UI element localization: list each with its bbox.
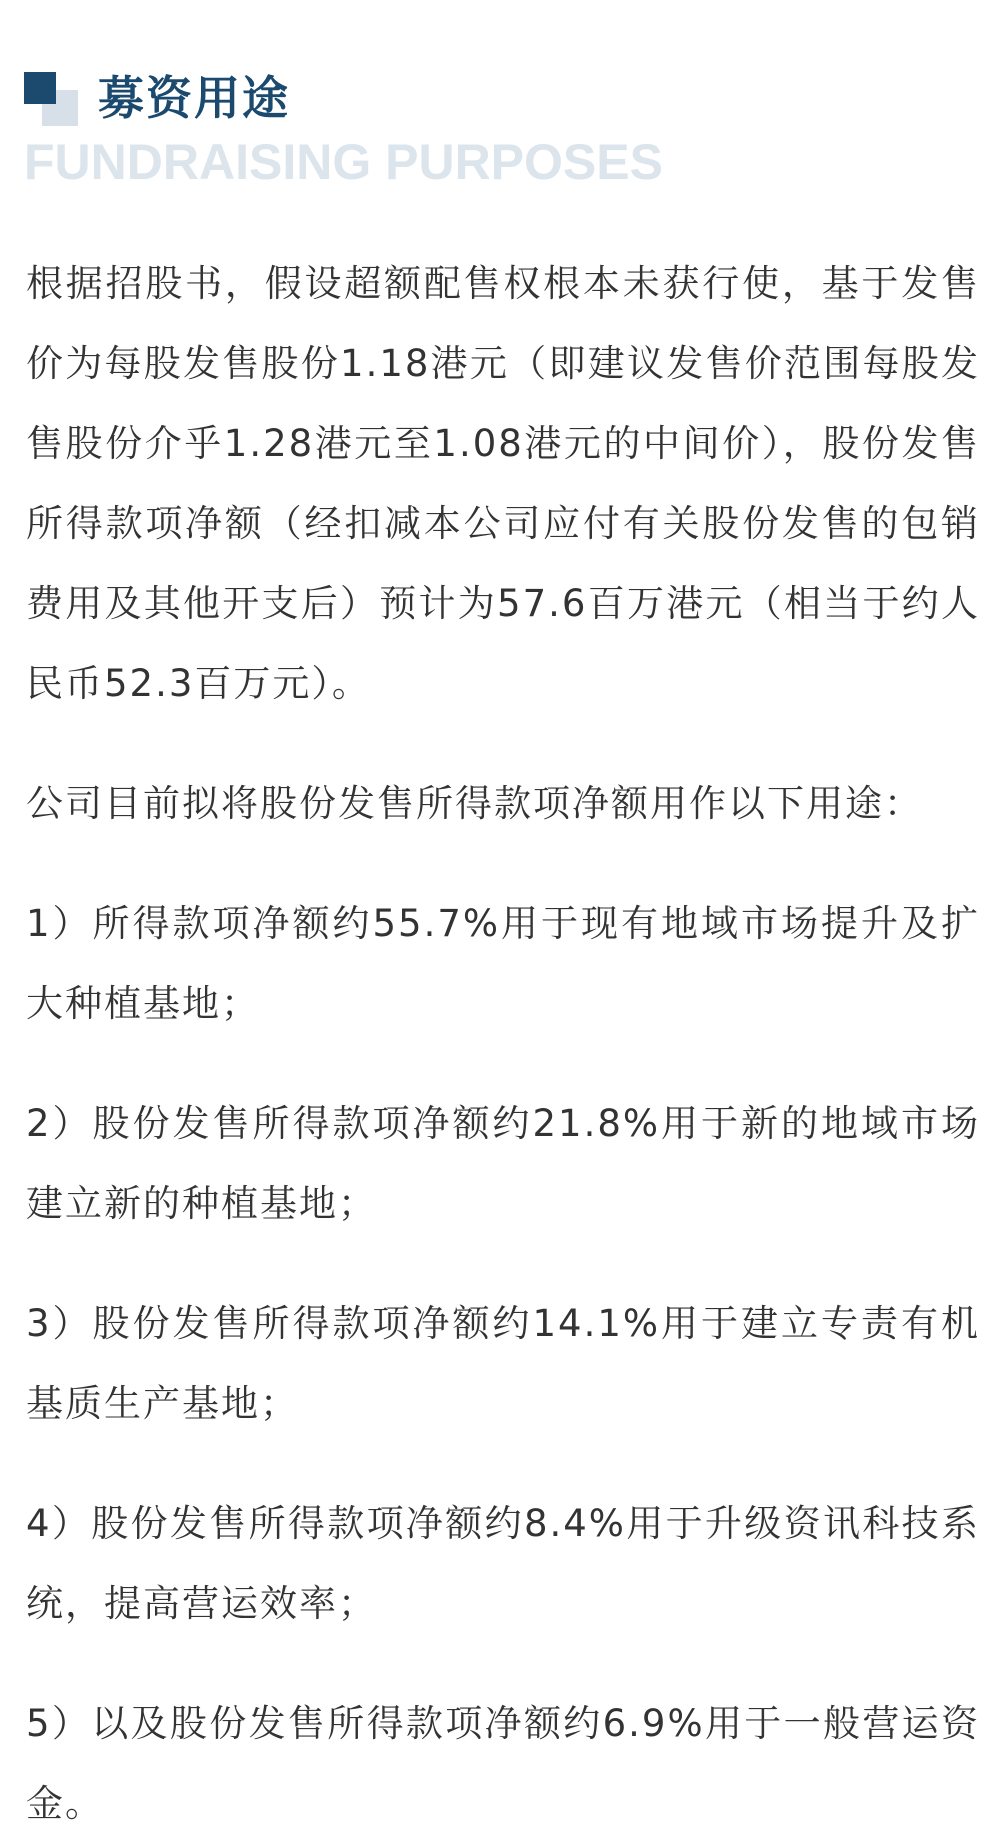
usage-item-3: 3）股份发售所得款项净额约14.1%用于建立专责有机基质生产基地；	[26, 1302, 980, 1425]
title-marker-icon	[24, 72, 80, 128]
usage-item-2: 2）股份发售所得款项净额约21.8%用于新的地域市场建立新的种植基地；	[26, 1102, 980, 1225]
section-title: 募资用途	[98, 71, 290, 125]
lead-paragraph: 公司目前拟将股份发售所得款项净额用作以下用途：	[26, 782, 923, 825]
section-subtitle: FUNDRAISING PURPOSES	[24, 134, 663, 190]
usage-item-5: 5）以及股份发售所得款项净额约6.9%用于一般营运资金。	[26, 1702, 980, 1825]
usage-item-4: 4）股份发售所得款项净额约8.4%用于升级资讯科技系统，提高营运效率；	[26, 1502, 980, 1625]
marker-front-square	[24, 72, 56, 104]
usage-item-1: 1）所得款项净额约55.7%用于现有地域市场提升及扩大种植基地；	[26, 902, 980, 1025]
intro-paragraph: 根据招股书，假设超额配售权根本未获行使，基于发售价为每股发售股份1.18港元（即建议发售价范围每股发售股份介乎1.28港元至1.08港元的中间价），股份发售所得款项净额（经扣减本公司应付有关股份发售的包销费用及其他开支后）预计为57.6百万港元（相当于约人民币52.3百万元）。	[26, 262, 980, 705]
usage-list	[26, 884, 980, 1844]
section-header	[24, 66, 984, 196]
article-body	[26, 244, 980, 1844]
